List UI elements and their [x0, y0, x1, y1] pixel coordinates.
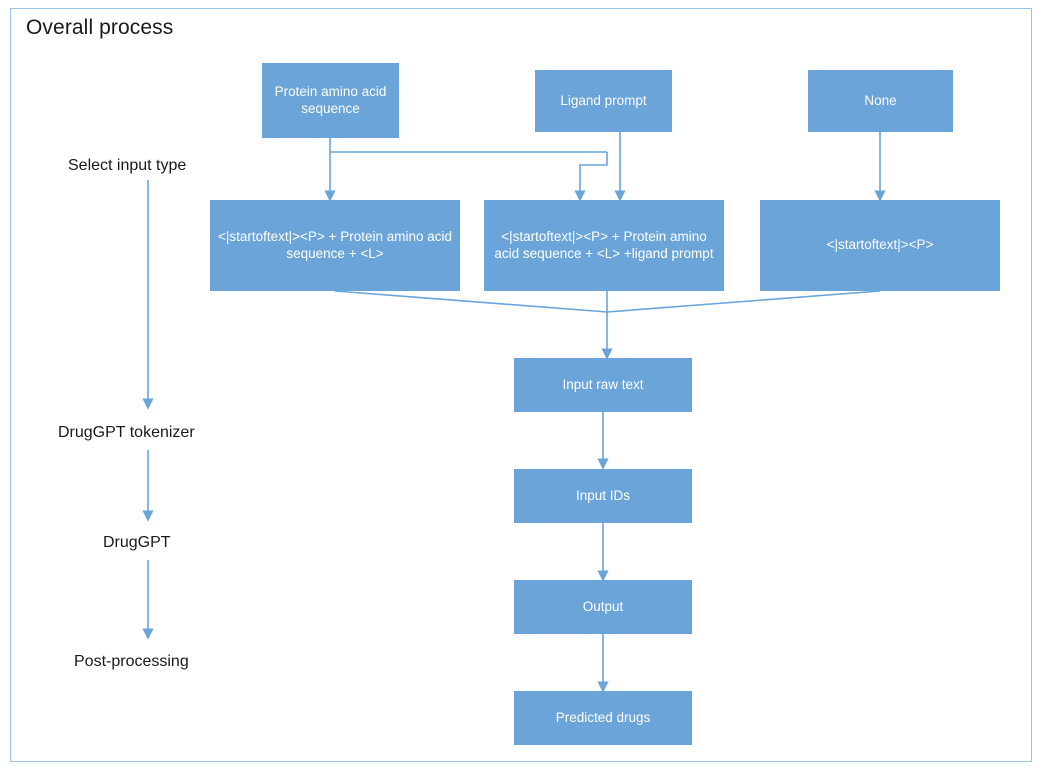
node-prompt-protein-ligand [484, 200, 724, 291]
node-ligand-prompt [535, 70, 672, 132]
node-label: <|startoftext|><P> + Protein amino acid sequence + <L> [217, 228, 453, 261]
stage-label-select-input-type: Select input type [68, 157, 187, 174]
stage-label-druggpt-tokenizer: DrugGPT tokenizer [58, 424, 195, 441]
node-label: <|startoftext|><P> [826, 237, 934, 253]
node-predicted-drugs [514, 691, 692, 745]
node-label: Ligand prompt [560, 92, 647, 108]
node-label: Input raw text [562, 376, 644, 392]
node-output [514, 580, 692, 634]
stage-label-post-processing: Post-processing [74, 653, 189, 670]
node-protein-amino-acid-sequence [262, 63, 399, 138]
node-input-ids [514, 469, 692, 523]
node-label: <|startoftext|><P> + Protein amino acid sequence + <L> +ligand prompt [494, 228, 714, 261]
node-prompt-empty [760, 200, 1000, 291]
diagram-title: Overall process [26, 16, 174, 39]
node-label: Output [582, 598, 624, 614]
node-input-raw-text [514, 358, 692, 412]
node-none [808, 70, 953, 132]
node-label: None [864, 92, 897, 108]
stage-label-druggpt: DrugGPT [103, 534, 171, 551]
node-prompt-protein-only [210, 200, 460, 291]
node-label: Predicted drugs [555, 709, 651, 725]
node-label: Protein amino acid sequence [274, 83, 387, 116]
node-label: Input IDs [575, 487, 631, 503]
